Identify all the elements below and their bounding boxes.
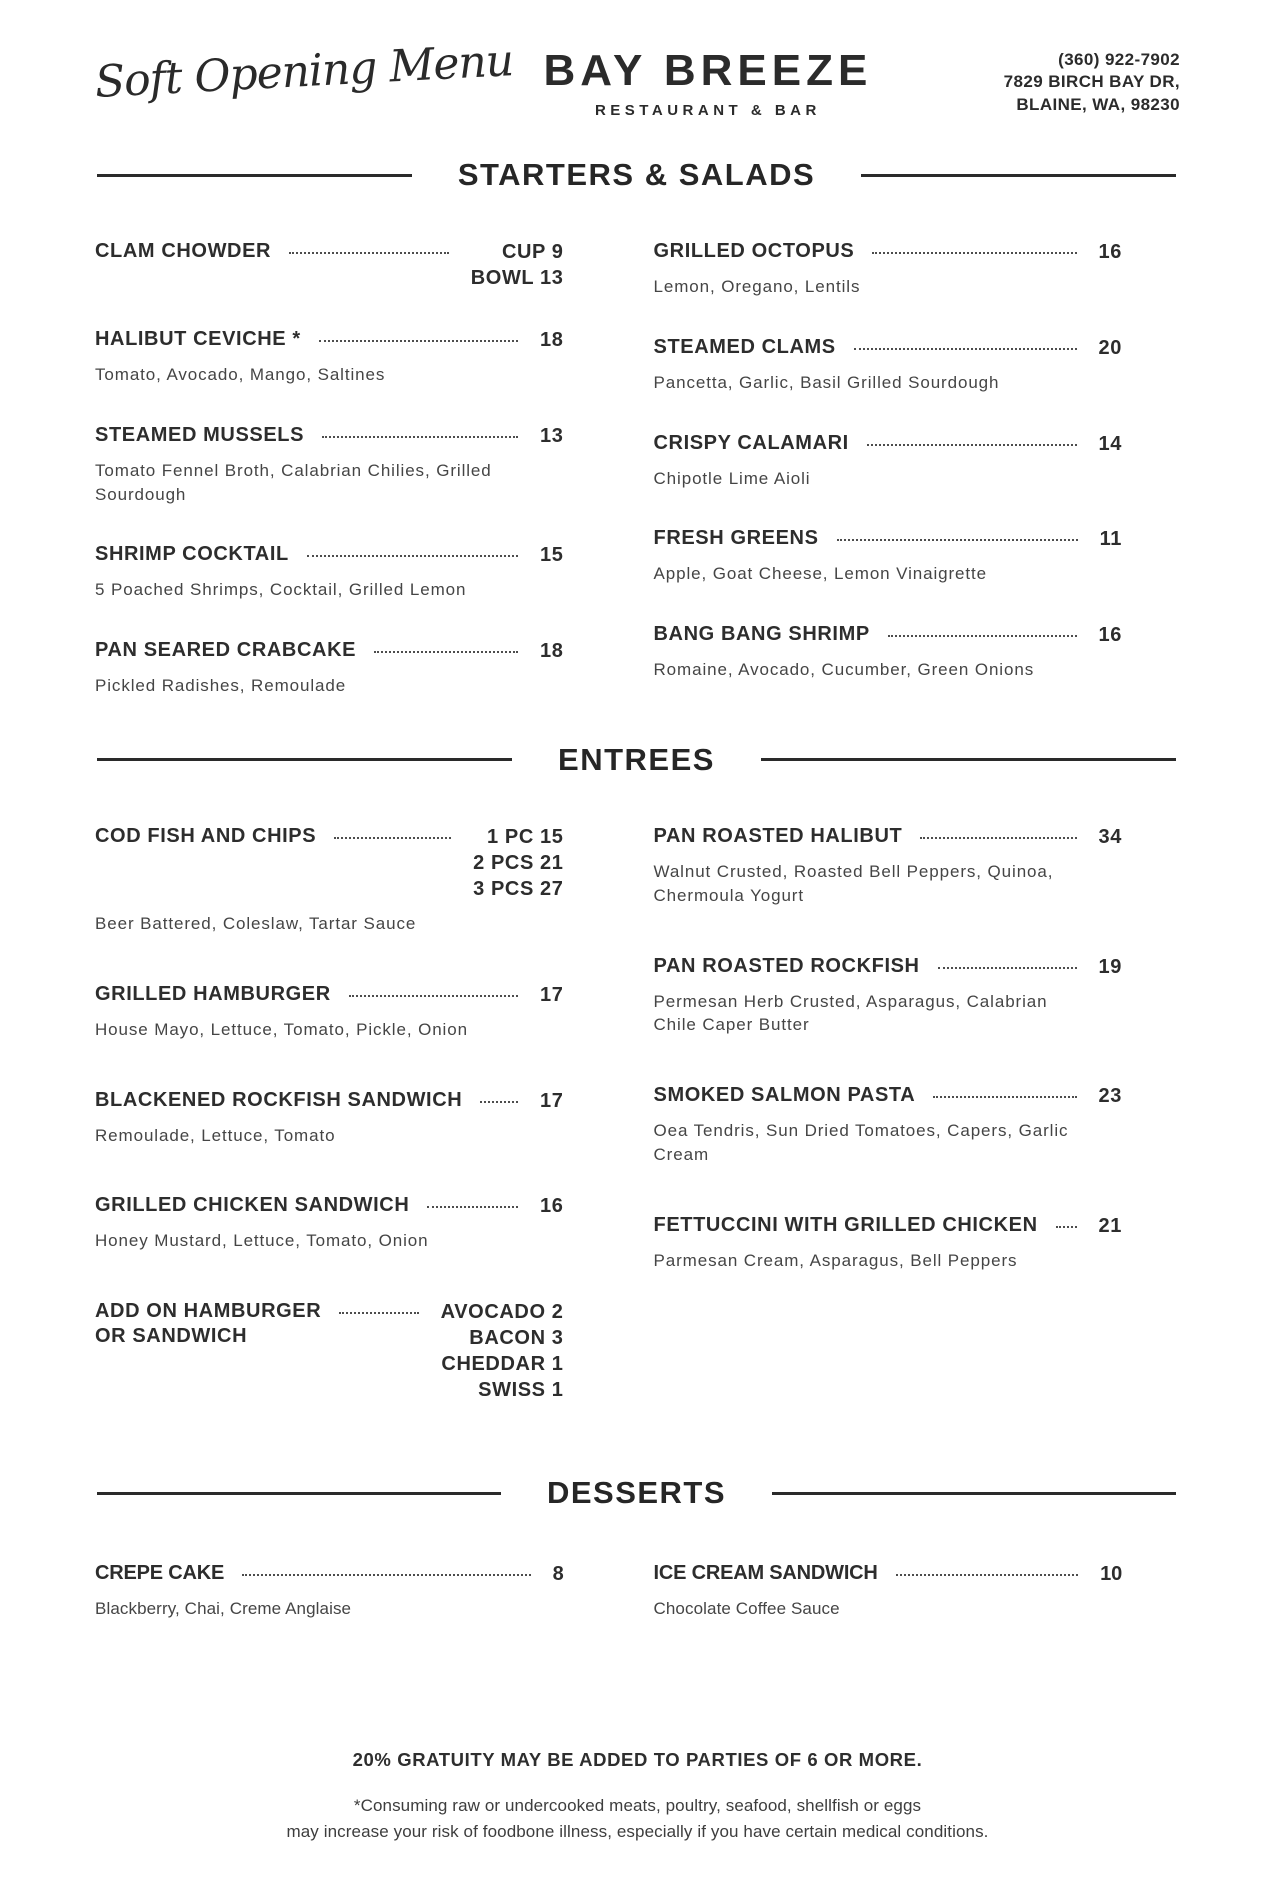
item-price-line: 14 <box>1098 432 1122 455</box>
menu-item <box>95 824 564 936</box>
menu-item <box>95 1088 564 1148</box>
item-price-line: 23 <box>1098 1085 1122 1108</box>
item-name-line: PAN ROASTED HALIBUT <box>653 824 903 847</box>
dotted-price-leader <box>888 635 1077 637</box>
menu-item <box>95 638 564 698</box>
menu-column-left <box>95 239 564 734</box>
item-price <box>540 542 563 568</box>
item-name <box>95 1561 224 1586</box>
item-name <box>654 335 836 360</box>
item-price <box>540 1193 563 1219</box>
item-description: Blackberry, Chai, Creme Anglaise <box>95 1599 352 1619</box>
menu-item-row <box>654 622 1123 648</box>
item-name <box>654 824 903 849</box>
item-name-line: GRILLED HAMBURGER <box>95 982 331 1005</box>
item-name <box>95 327 301 352</box>
menu-item-row <box>95 824 564 902</box>
section-heading-starters <box>95 157 1180 193</box>
dotted-price-leader <box>374 651 518 653</box>
item-description: Tomato, Avocado, Mango, Saltines <box>95 365 386 384</box>
item-name-line: STEAMED MUSSELS <box>95 423 305 446</box>
menu-item-row <box>95 1088 564 1114</box>
section-entrees <box>95 742 1180 1449</box>
item-name <box>95 239 271 264</box>
disclaimer-line-1: *Consuming raw or undercooked meats, poultry, seafood, shellfish or eggs <box>353 1795 922 1815</box>
menu-item-row <box>95 1193 564 1219</box>
menu-column-right <box>654 824 1123 1319</box>
menu-item <box>95 423 564 507</box>
item-name-line: OR SANDWICH <box>95 1325 248 1348</box>
item-name-line: HALIBUT CEVICHE * <box>95 328 301 350</box>
item-price-line: 8 <box>552 1563 564 1586</box>
item-price-line: 2 PCS 21 <box>473 851 564 874</box>
item-price <box>1099 239 1122 265</box>
item-description: Apple, Goat Cheese, Lemon Vinaigrette <box>653 564 988 584</box>
item-price-line: 18 <box>540 329 564 351</box>
item-name <box>95 423 304 448</box>
item-price-line: 17 <box>540 1089 564 1112</box>
dotted-price-leader <box>920 837 1076 839</box>
menu-sections <box>95 157 1180 1657</box>
item-description: Beer Battered, Coleslaw, Tartar Sauce <box>95 913 417 933</box>
item-price <box>1100 1561 1122 1587</box>
item-description: Tomato Fennel Broth, Calabrian Chilies, Grilled Sourdough <box>95 460 492 504</box>
disclaimer-line-2: may increase your risk of foodbone illness, especially if you have certain medical conditions. <box>286 1822 989 1842</box>
heading-rule-left <box>97 174 412 177</box>
item-name <box>654 954 920 979</box>
item-price-line: SWISS 1 <box>478 1379 564 1402</box>
item-name-line: PAN ROASTED ROCKFISH <box>653 954 920 977</box>
item-description: Pickled Radishes, Remoulade <box>95 676 347 696</box>
menu-item <box>95 239 564 291</box>
menu-item <box>95 542 564 602</box>
item-name <box>654 1083 916 1108</box>
item-description: Parmesan Cream, Asparagus, Bell Peppers <box>653 1250 1018 1270</box>
item-name <box>95 982 331 1007</box>
menu-item <box>654 239 1123 299</box>
item-price-line: 13 <box>540 424 564 447</box>
address-line-1: 7829 BIRCH BAY DR, <box>1003 72 1180 92</box>
menu-column-left <box>95 824 564 1449</box>
menu-item-row <box>95 542 564 568</box>
item-price-line: 16 <box>1098 624 1122 647</box>
menu-item <box>654 431 1123 491</box>
item-price-line: 10 <box>1100 1563 1122 1586</box>
section-heading-entrees <box>95 742 1180 778</box>
item-description: 5 Poached Shrimps, Cocktail, Grilled Lemon <box>95 580 467 600</box>
item-price-line: 18 <box>540 640 564 663</box>
item-name <box>95 824 316 849</box>
item-name <box>654 1561 878 1586</box>
item-price <box>540 982 563 1008</box>
phone-number: (360) 922-7902 <box>1058 50 1180 70</box>
dotted-price-leader <box>480 1101 518 1103</box>
item-price <box>1099 1213 1122 1239</box>
item-name-line: CRISPY CALAMARI <box>653 431 849 454</box>
item-price <box>473 824 563 902</box>
item-price-line: BACON 3 <box>469 1327 564 1350</box>
item-description: Chipotle Lime Aioli <box>653 468 811 488</box>
item-description: Chocolate Coffee Sauce <box>653 1599 840 1619</box>
dotted-price-leader <box>867 444 1077 446</box>
consumption-disclaimer <box>95 1793 1180 1846</box>
item-name-line: COD FISH AND CHIPS <box>95 824 317 847</box>
menu-item-row <box>95 239 564 291</box>
item-name <box>95 638 356 663</box>
section-title-starters: STARTERS & SALADS <box>457 157 816 192</box>
dotted-price-leader <box>242 1574 530 1576</box>
menu-footer <box>95 1749 1180 1846</box>
item-name-line: GRILLED CHICKEN SANDWICH <box>95 1194 410 1217</box>
menu-item-row <box>654 431 1123 457</box>
menu-item <box>95 982 564 1042</box>
menu-item-row <box>654 954 1123 980</box>
contact-block <box>902 49 1180 115</box>
menu-item-row <box>654 824 1123 850</box>
menu-item <box>654 824 1123 908</box>
item-name <box>654 239 855 264</box>
item-name-line: CREPE CAKE <box>95 1562 225 1585</box>
item-price <box>540 1088 563 1114</box>
item-name <box>654 622 870 647</box>
section-columns <box>95 239 1180 734</box>
menu-item-row <box>95 327 564 353</box>
menu-item-row <box>654 526 1123 552</box>
item-name-line: FRESH GREENS <box>653 527 819 550</box>
heading-rule-left <box>97 1492 501 1495</box>
item-price <box>1099 1083 1122 1109</box>
section-columns <box>95 824 1180 1449</box>
item-price <box>1099 954 1122 980</box>
item-name <box>95 1193 409 1218</box>
menu-item <box>95 1299 564 1403</box>
restaurant-title: BAY BREEZE <box>543 46 873 95</box>
item-price-line: 11 <box>1099 528 1122 551</box>
menu-item-row <box>95 1299 564 1403</box>
item-price <box>1099 431 1122 457</box>
heading-rule-right <box>761 758 1176 761</box>
menu-item <box>654 622 1123 682</box>
section-heading-desserts <box>95 1475 1180 1511</box>
item-price <box>441 1299 564 1403</box>
item-description: Lemon, Oregano, Lentils <box>653 277 861 296</box>
item-price <box>540 327 563 353</box>
item-name-line: ADD ON HAMBURGER <box>95 1300 322 1323</box>
menu-item-row <box>654 1561 1123 1587</box>
item-name <box>654 526 819 551</box>
section-title-entrees: ENTREES <box>558 741 715 777</box>
item-name <box>95 542 289 567</box>
item-name-line: SMOKED SALMON PASTA <box>653 1084 916 1107</box>
section-columns <box>95 1561 1180 1657</box>
item-price <box>1100 526 1122 552</box>
item-description: Remoulade, Lettuce, Tomato <box>95 1125 336 1145</box>
menu-item-row <box>654 239 1123 265</box>
dotted-price-leader <box>339 1312 418 1314</box>
item-name <box>654 431 849 456</box>
menu-item <box>654 1561 1123 1621</box>
item-price <box>1099 824 1122 850</box>
dotted-price-leader <box>854 348 1077 350</box>
menu-item-row <box>654 1213 1123 1239</box>
menu-item <box>654 954 1123 1038</box>
item-price <box>471 239 564 291</box>
menu-item-row <box>95 423 564 449</box>
item-description: Pancetta, Garlic, Basil Grilled Sourdough <box>653 372 1000 392</box>
dotted-price-leader <box>837 539 1078 541</box>
item-description: House Mayo, Lettuce, Tomato, Pickle, Onion <box>95 1019 468 1039</box>
item-price <box>540 423 563 449</box>
dotted-price-leader <box>938 967 1077 969</box>
dotted-price-leader <box>427 1206 518 1208</box>
dotted-price-leader <box>289 252 449 254</box>
menu-item <box>654 526 1123 586</box>
menu-item <box>95 1561 564 1621</box>
item-price-line: BOWL 13 <box>470 267 564 289</box>
item-description: Oea Tendris, Sun Dried Tomatoes, Capers, Garlic Cream <box>653 1121 1069 1164</box>
item-price-line: CHEDDAR 1 <box>441 1353 564 1376</box>
menu-item-row <box>95 982 564 1008</box>
menu-column-left <box>95 1561 564 1657</box>
dotted-price-leader <box>933 1096 1076 1098</box>
item-price-line: 1 PC 15 <box>487 825 564 848</box>
menu-item-row <box>95 638 564 664</box>
item-price-line: 3 PCS 27 <box>473 877 564 900</box>
menu-column-right <box>654 239 1123 718</box>
gratuity-note: 20% GRATUITY MAY BE ADDED TO PARTIES OF 6 OR MORE. <box>352 1748 923 1770</box>
heading-rule-right <box>772 1492 1176 1495</box>
menu-item-row <box>654 1083 1123 1109</box>
menu-item <box>654 1213 1123 1273</box>
menu-column-right <box>654 1561 1123 1657</box>
heading-rule-left <box>97 758 512 761</box>
dotted-price-leader <box>349 995 518 997</box>
item-description: Walnut Crusted, Roasted Bell Peppers, Quinoa, Chermoula Yogurt <box>653 861 1054 905</box>
soft-opening-script-note: Soft Opening Menu <box>93 35 515 108</box>
menu-item-row <box>95 1561 564 1587</box>
item-name-line: SHRIMP COCKTAIL <box>95 543 289 566</box>
item-name-line: PAN SEARED CRABCAKE <box>95 639 357 662</box>
item-name <box>95 1299 321 1349</box>
item-price-line: 15 <box>540 544 564 567</box>
restaurant-subtitle: RESTAURANT & BAR <box>594 102 821 119</box>
item-name <box>654 1213 1038 1238</box>
item-description: Romaine, Avocado, Cucumber, Green Onions <box>653 660 1035 680</box>
item-name-line: GRILLED OCTOPUS <box>653 240 855 262</box>
section-desserts <box>95 1475 1180 1657</box>
item-price-line: AVOCADO 2 <box>440 1301 564 1324</box>
item-name-line: FETTUCCINI WITH GRILLED CHICKEN <box>653 1213 1038 1236</box>
item-price-line: 16 <box>540 1195 564 1218</box>
dotted-price-leader <box>896 1574 1078 1576</box>
item-description: Honey Mustard, Lettuce, Tomato, Onion <box>95 1231 429 1251</box>
item-price-line: 21 <box>1098 1214 1122 1237</box>
item-price <box>540 638 563 664</box>
dotted-price-leader <box>334 837 451 839</box>
menu-item <box>95 1193 564 1253</box>
brand-block <box>514 46 903 119</box>
item-name-line: CLAM CHOWDER <box>95 240 272 262</box>
dotted-price-leader <box>319 340 518 342</box>
item-name-line: BANG BANG SHRIMP <box>653 623 870 646</box>
item-price-line: CUP 9 <box>501 241 564 263</box>
dotted-price-leader <box>872 252 1076 254</box>
item-price-line: 34 <box>1098 825 1122 848</box>
item-description: Permesan Herb Crusted, Asparagus, Calabrian Chile Caper Butter <box>653 991 1048 1035</box>
menu-header <box>93 35 1180 119</box>
item-price-line: 19 <box>1098 955 1122 978</box>
item-price <box>553 1561 564 1587</box>
dotted-price-leader <box>307 555 518 557</box>
item-name-line: STEAMED CLAMS <box>653 335 836 358</box>
address-line-2: BLAINE, WA, 98230 <box>1016 94 1180 114</box>
section-starters <box>95 157 1180 734</box>
item-price-line: 20 <box>1098 336 1122 359</box>
dotted-price-leader <box>322 436 518 438</box>
menu-item <box>654 1083 1123 1167</box>
dotted-price-leader <box>1056 1226 1077 1228</box>
item-price-line: 17 <box>540 983 564 1006</box>
item-name <box>95 1088 462 1113</box>
item-name-line: ICE CREAM SANDWICH <box>653 1562 878 1585</box>
section-title-desserts: DESSERTS <box>546 1475 727 1511</box>
heading-rule-right <box>861 174 1176 177</box>
menu-item <box>95 327 564 387</box>
item-price <box>1099 335 1122 361</box>
item-price-line: 16 <box>1098 241 1122 263</box>
item-name-line: BLACKENED ROCKFISH SANDWICH <box>95 1088 463 1111</box>
item-price <box>1099 622 1122 648</box>
menu-item-row <box>654 335 1123 361</box>
menu-item <box>654 335 1123 395</box>
